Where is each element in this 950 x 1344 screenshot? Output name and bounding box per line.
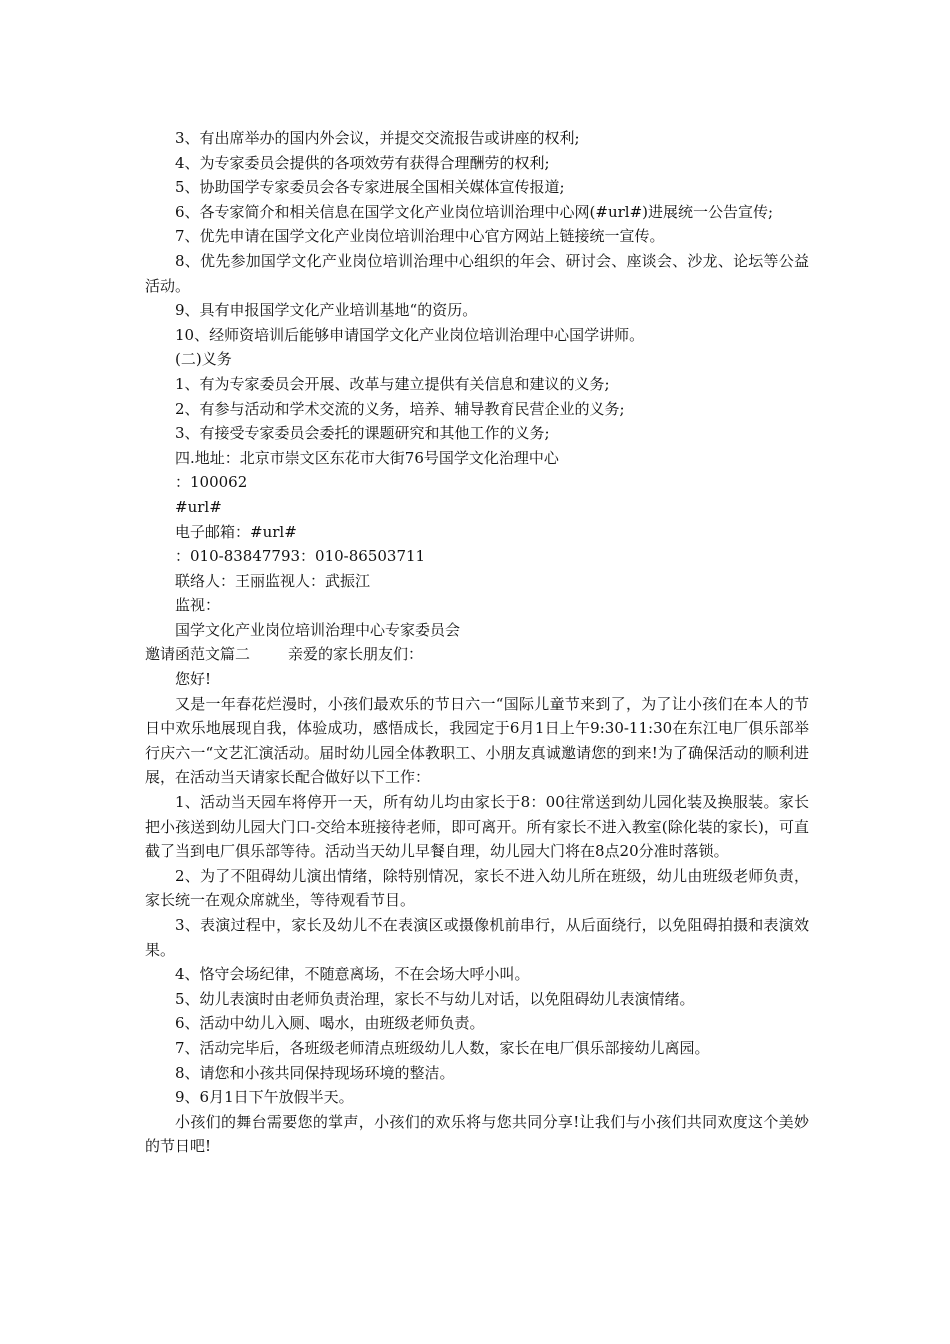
paragraph: 6、活动中幼儿入厕、喝水，由班级老师负责。	[175, 1014, 485, 1033]
phone-line: ：010-83847793：010-86503711	[175, 547, 426, 566]
paragraph: 8、优先参加国学文化产业岗位培训治理中心组织的年会、研讨会、座谈会、沙龙、论坛等公益活动。	[145, 251, 809, 295]
salutation: 亲爱的家长朋友们：	[288, 645, 424, 664]
closing-paragraph: 小孩们的舞台需要您的掌声，小孩们的欢乐将与您共同分享!让我们与小孩们共同欢度这个美妙的节日吧!	[145, 1112, 809, 1156]
paragraph: 4、恪守会场纪律，不随意离场，不在会场大呼小叫。	[175, 965, 530, 984]
paragraph: 5、幼儿表演时由老师负责治理，家长不与幼儿对话，以免阻碍幼儿表演情绪。	[175, 989, 695, 1008]
signature-line: 国学文化产业岗位培训治理中心专家委员会	[175, 620, 461, 639]
paragraph: 7、优先申请在国学文化产业岗位培训治理中心官方网站上链接统一宣传。	[175, 227, 665, 246]
document-body	[145, 126, 809, 1159]
email-line: 电子邮箱：#url#	[175, 522, 297, 541]
url-line: #url#	[175, 497, 222, 516]
paragraph: 2、有参与活动和学术交流的义务，培养、辅导教育民营企业的义务;	[175, 399, 625, 418]
paragraph: 3、有接受专家委员会委托的课题研究和其他工作的义务;	[175, 424, 550, 443]
letter-title: 邀请函范文篇二	[145, 645, 251, 664]
letter-header	[145, 642, 809, 667]
paragraph: 5、协助国学专家委员会各专家进展全国相关媒体宣传报道;	[175, 178, 565, 197]
paragraph: 9、具有申报国学文化产业培训基地“的资历。	[175, 301, 478, 320]
address-line: 四.地址：北京市崇文区东花市大街76号国学文化治理中心	[175, 448, 559, 467]
paragraph: 1、有为专家委员会开展、改革与建立提供有关信息和建议的义务;	[175, 374, 610, 393]
paragraph: 6、各专家简介和相关信息在国学文化产业岗位培训治理中心网(#url#)进展统一公告宣传;	[175, 202, 774, 221]
paragraph: 8、请您和小孩共同保持现场环境的整洁。	[175, 1063, 455, 1082]
contact-line: 联络人：王丽监视人：武振江	[175, 571, 371, 590]
paragraph: 7、活动完毕后，各班级老师清点班级幼儿人数，家长在电厂俱乐部接幼儿离园。	[175, 1038, 710, 1057]
section-heading: (二)义务	[175, 350, 232, 369]
paragraph: 9、6月1日下午放假半天。	[175, 1088, 354, 1107]
paragraph: 2、为了不阻碍幼儿演出情绪，除特别情况，家长不进入幼儿所在班级，幼儿由班级老师负责，家长统一在观众席就坐，等待观看节目。	[145, 866, 809, 910]
paragraph: 1、活动当天园车将停开一天，所有幼儿均由家长于8：00往常送到幼儿园化装及换服装。家长把小孩送到幼儿园大门口-交给本班接待老师，即可离开。所有家长不进入教室(除化装的家长)，可直截了当到电厂俱乐部等待。活动当天幼儿早餐自理，幼儿园大门将在8点20分准时落锁。	[145, 793, 809, 861]
paragraph: 4、为专家委员会提供的各项效劳有获得合理酬劳的权利;	[175, 153, 550, 172]
paragraph: 3、表演过程中，家长及幼儿不在表演区或摄像机前串行，从后面绕行，以免阻碍拍摄和表演效果。	[145, 916, 809, 959]
paragraph: 又是一年春花烂漫时，小孩们最欢乐的节日六一“国际儿童节来到了，为了让小孩们在本人的节日中欢乐地展现自我，体验成功，感悟成长，我园定于6月1日上午9:30-11:30在东江电厂俱乐部举行庆六一“文艺汇演活动。届时幼儿园全体教职工、小朋友真诚邀请您的到来!为了确保活动的顺利进展，在活动当天请家长配合做好以下工作：	[145, 694, 809, 787]
supervision-line: 监视：	[175, 596, 221, 615]
postcode-line: ：100062	[175, 473, 248, 492]
paragraph: 10、经师资培训后能够申请国学文化产业岗位培训治理中心国学讲师。	[175, 325, 645, 344]
paragraph: 3、有出席举办的国内外会议，并提交交流报告或讲座的权利;	[175, 129, 580, 147]
greeting: 您好!	[175, 670, 212, 689]
